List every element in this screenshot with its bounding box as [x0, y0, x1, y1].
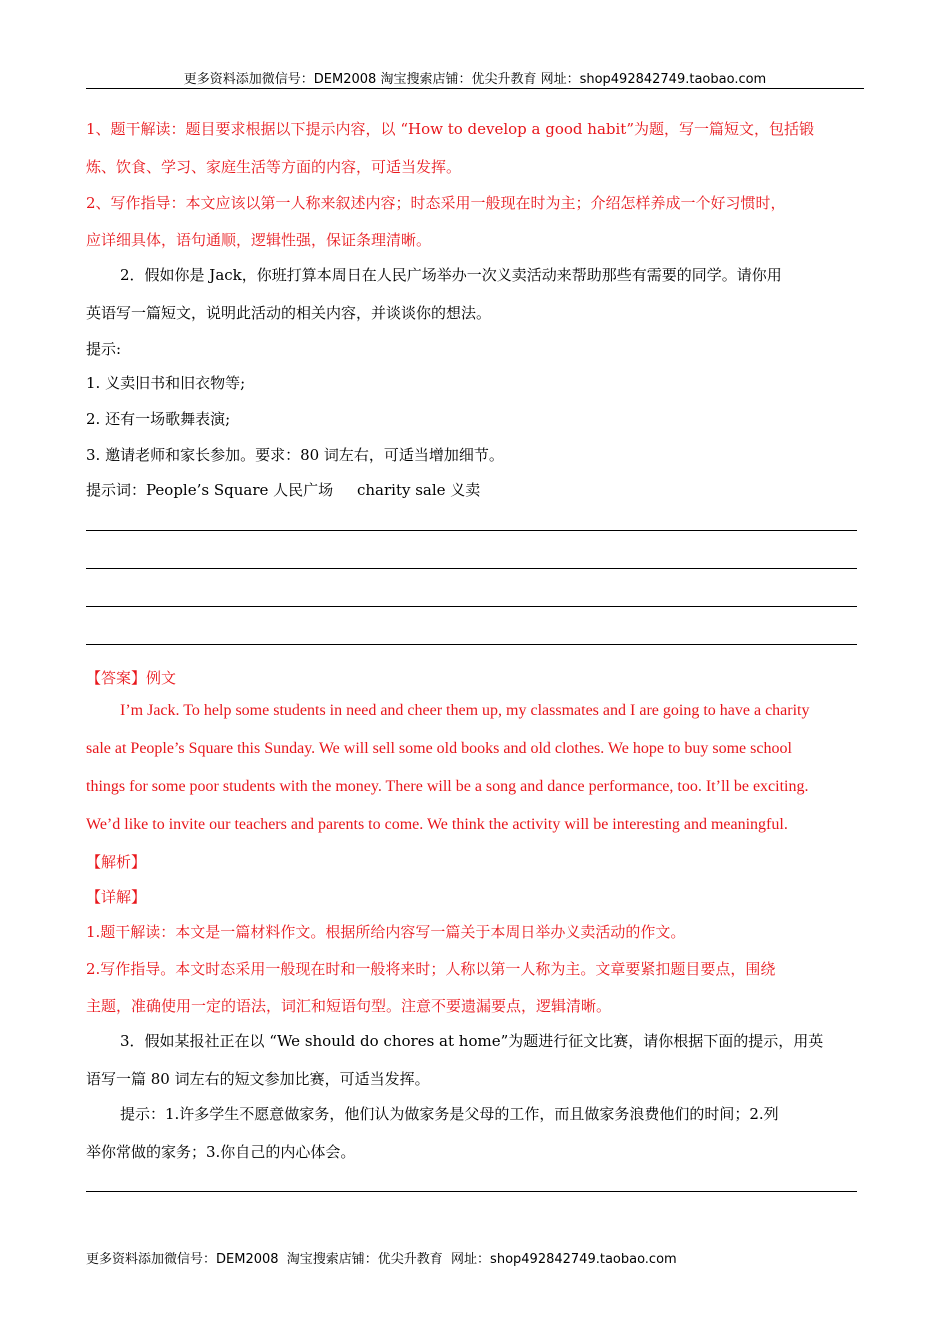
page-header: 更多资料添加微信号：DEM2008 淘宝搜索店铺：优尖升教育 网址：shop492842749.taobao.com — [183, 72, 767, 87]
answer-label: 【答案】例文 — [86, 669, 177, 687]
answer-line1: I’m Jack. To help some students in need and cheer them up, my classmates and I are going to have a charity — [120, 702, 810, 719]
question3-line3: 提示：1.许多学生不愿意做家务，他们认为做家务是父母的工作，而且做家务浪费他们的时间；2.列 — [120, 1105, 779, 1123]
question2-hint-label: 提示: — [86, 340, 122, 358]
page-footer: 更多资料添加微信号：DEM2008 淘宝搜索店铺：优尖升教育 网址：shop492842749.taobao.com — [86, 1252, 677, 1267]
analysis-label: 【解析】 — [86, 853, 147, 871]
guide1-line3: 2、写作指导：本文应该以第一人称来叙述内容；时态采用一般现在时为主；介绍怎样养成一个好习惯时， — [86, 194, 786, 212]
answer-blank-line — [86, 568, 857, 569]
question2-hint-words: 提示词：People’s Square 人民广场 charity sale 义卖 — [86, 481, 481, 499]
question3-line4: 举你常做的家务；3.你自己的内心体会。 — [86, 1143, 356, 1161]
header-divider — [86, 88, 864, 89]
question2-hint3: 3. 邀请老师和家长参加。要求：80 词左右，可适当增加细节。 — [86, 446, 504, 464]
analysis-line1: 1.题干解读：本文是一篇材料作文。根据所给内容写一篇关于本周日举办义卖活动的作文。 — [86, 923, 686, 941]
question2-hint1: 1. 义卖旧书和旧衣物等; — [86, 374, 246, 392]
answer-blank-line — [86, 530, 857, 531]
answer-blank-line — [86, 606, 857, 607]
analysis-line2: 2.写作指导。本文时态采用一般现在时和一般将来时；人称以第一人称为主。文章要紧扣题目要点，围绕 — [86, 960, 776, 978]
answer-line3: things for some poor students with the money. There will be a song and dance performance, too. It’ll be exciting. — [86, 778, 809, 795]
answer-line2: sale at People’s Square this Sunday. We will sell some old books and old clothes. We hope to buy some school — [86, 740, 792, 757]
question3-line1: 3．假如某报社正在以 “We should do chores at home”为题进行征文比赛，请你根据下面的提示，用英 — [120, 1032, 824, 1050]
question2-line1: 2．假如你是 Jack，你班打算本周日在人民广场举办一次义卖活动来帮助那些有需要的同学。请你用 — [120, 266, 782, 284]
guide1-line4: 应详细具体，语句通顺，逻辑性强，保证条理清晰。 — [86, 231, 432, 249]
question2-line2: 英语写一篇短文，说明此活动的相关内容，并谈谈你的想法。 — [86, 304, 492, 322]
answer-blank-line — [86, 1191, 857, 1192]
detail-label: 【详解】 — [86, 888, 147, 906]
analysis-line3: 主题，准确使用一定的语法，词汇和短语句型。注意不要遗漏要点，逻辑清晰。 — [86, 997, 612, 1015]
question2-hint2: 2. 还有一场歌舞表演; — [86, 410, 231, 428]
guide1-line2: 炼、饮食、学习、家庭生活等方面的内容，可适当发挥。 — [86, 158, 462, 176]
question3-line2: 语写一篇 80 词左右的短文参加比赛，可适当发挥。 — [86, 1070, 430, 1088]
answer-blank-line — [86, 644, 857, 645]
answer-line4: We’d like to invite our teachers and parents to come. We think the activity will be interesting and meaningful. — [86, 816, 788, 833]
guide1-line1: 1、题干解读：题目要求根据以下提示内容，以 “How to develop a good habit”为题，写一篇短文，包括锻 — [86, 120, 815, 138]
